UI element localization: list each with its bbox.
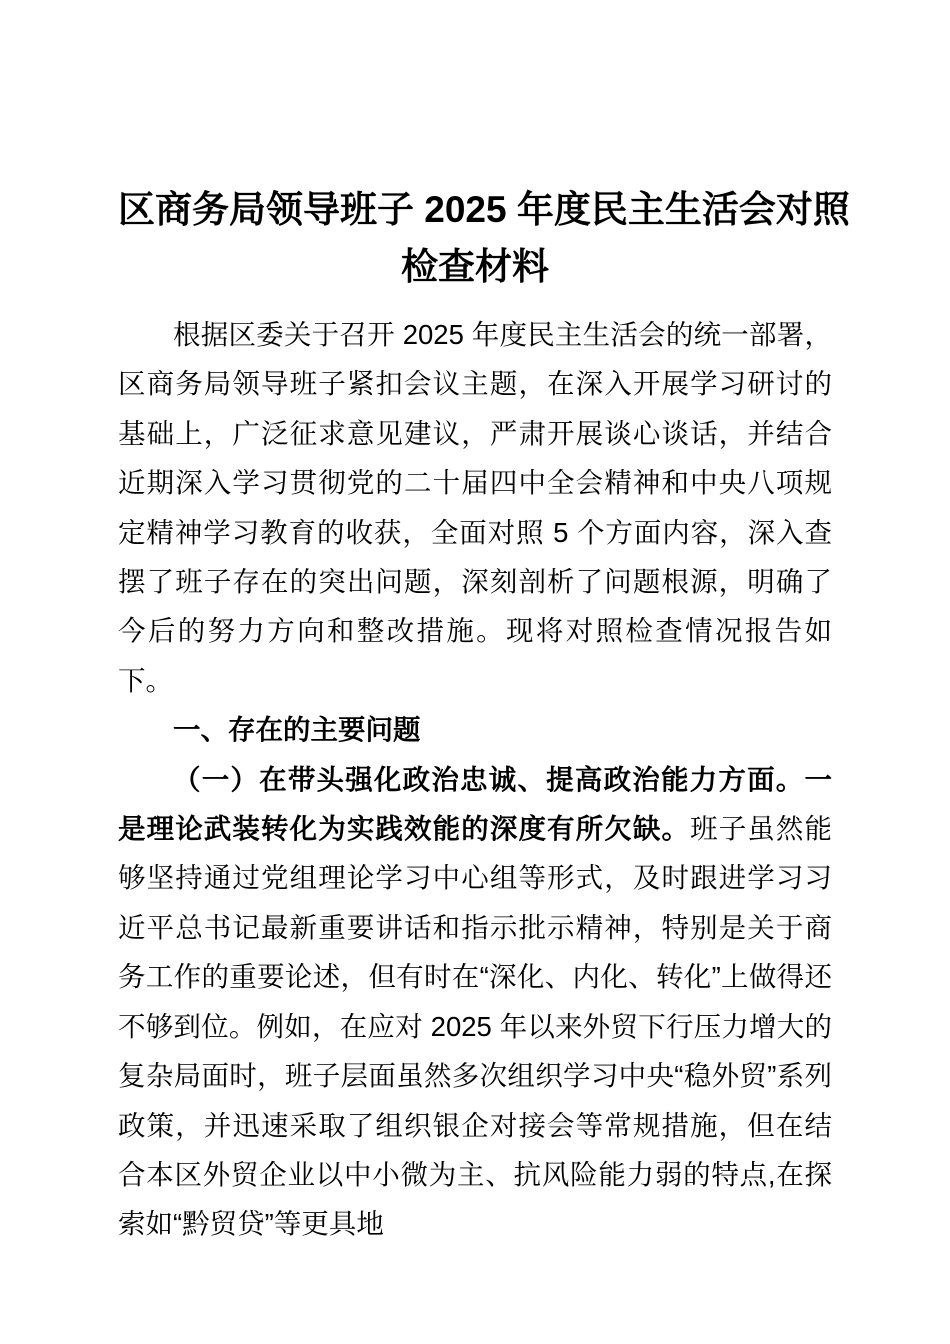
subsection-1-paragraph [118,755,832,1249]
text-run: 班子虽然能够坚持通过党组理论学习中心组等形式，及时跟进学习习近平总书记最新重要讲话和指示批示精神，特别是关于商务工作的重要论述，但有时在“深化、内化、转化”上做得还不够到位。例如，在应对 2025 年以来外贸下行压力增大的复杂局面时，班子层面虽然多次组织学习中央“稳外贸”系列政策，并迅速采取了组织银企对接会等常规措施，但在结合本区外贸企业以中小微为主、抗风险能力弱的特点,在探索如“黔贸贷”等更具地 [118,813,833,1240]
intro-paragraph [118,310,832,705]
section-heading-1 [118,705,832,754]
bold-text-run: （一）在带头强化政治忠诚、提高政治能力方面。一是理论武装转化为实践效能的深度有所欠缺。 [118,763,832,845]
document-content [118,181,850,1249]
bold-text-run: 一、存在的主要问题 [173,714,421,746]
document-title-line-2: 检查材料 [401,246,549,287]
document-title-line-1: 区商务局领导班子 2025 年度民主生活会对照 [118,189,850,230]
text-run: 根据区委关于召开 2025 年度民主生活会的统一部署，区商务局领导班子紧扣会议主题，在深入开展学习研讨的基础上，广泛征求意见建议，严肃开展谈心谈话，并结合近期深入学习贯彻党的二十届四中全会精神和中央八项规定精神学习教育的收获，全面对照 5 个方面内容，深入查摆了班子存在的突出问题，深刻剖析了问题根源，明确了今后的努力方向和整改措施。现将对照检查情况报告如下。 [118,319,832,696]
document-title [118,181,850,295]
document-body [118,310,832,1249]
